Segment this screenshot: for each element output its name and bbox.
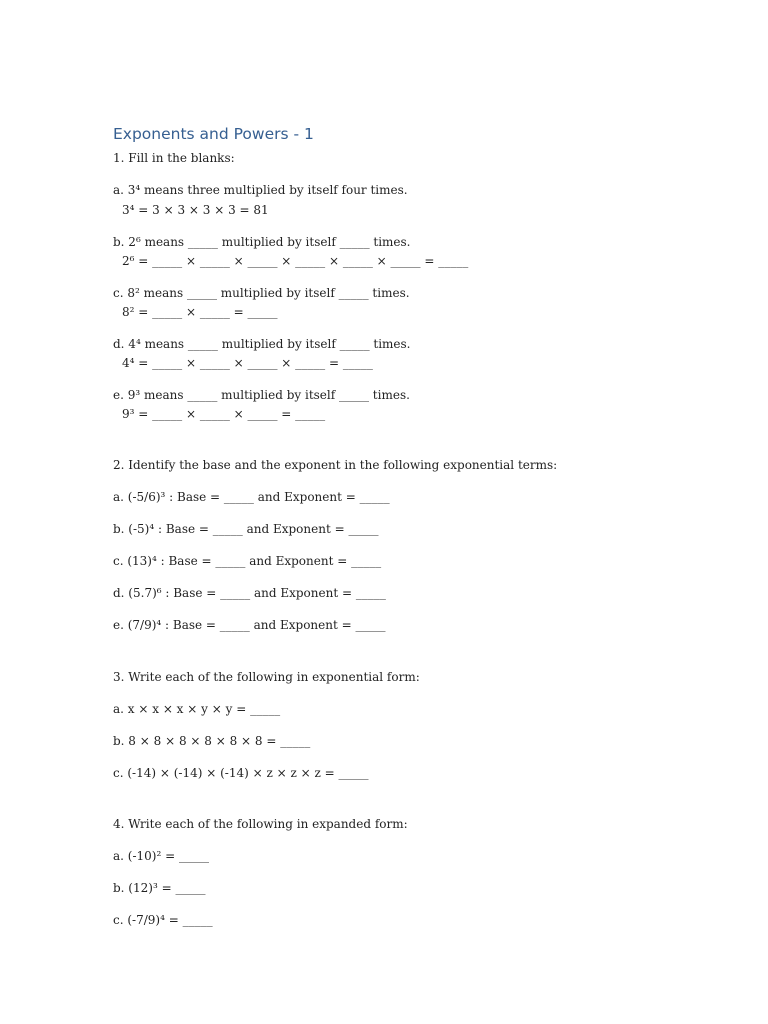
question-1b-text: b. 2⁶ means _____ multiplied by itself _____ times.	[113, 235, 411, 249]
question-2e-text: e. (7/9)⁴ : Base = _____ and Exponent = _____	[113, 618, 386, 632]
question-1d-expansion: 4⁴ = _____ × _____ × _____ × _____ = _____	[122, 356, 373, 370]
question-1b-expansion: 2⁶ = _____ × _____ × _____ × _____ × _____ × _____ = _____	[122, 254, 469, 268]
question-1e-text: e. 9³ means _____ multiplied by itself _____ times.	[113, 388, 410, 402]
question-3c-text: c. (-14) × (-14) × (-14) × z × z × z = _____	[113, 766, 369, 780]
page-title: Exponents and Powers - 1	[113, 125, 314, 143]
question-3a-text: a. x × x × x × y × y = _____	[113, 702, 281, 716]
question-1d-text: d. 4⁴ means _____ multiplied by itself _____ times.	[113, 337, 411, 351]
question-1-heading: 1. Fill in the blanks:	[113, 151, 235, 165]
question-2d-text: d. (5.7)⁶ : Base = _____ and Exponent = _____	[113, 586, 386, 600]
question-2b-text: b. (-5)⁴ : Base = _____ and Exponent = _____	[113, 522, 379, 536]
question-2a-text: a. (-5/6)³ : Base = _____ and Exponent = _____	[113, 490, 390, 504]
question-4b-text: b. (12)³ = _____	[113, 881, 206, 895]
question-1c-expansion: 8² = _____ × _____ = _____	[122, 305, 278, 319]
question-4c-text: c. (-7/9)⁴ = _____	[113, 913, 213, 927]
question-1c-text: c. 8² means _____ multiplied by itself _____ times.	[113, 286, 410, 300]
question-2c-text: c. (13)⁴ : Base = _____ and Exponent = _____	[113, 554, 382, 568]
question-2-heading: 2. Identify the base and the exponent in the following exponential terms:	[113, 458, 558, 472]
question-4a-text: a. (-10)² = _____	[113, 849, 209, 863]
question-4-heading: 4. Write each of the following in expanded form:	[113, 817, 408, 831]
question-3b-text: b. 8 × 8 × 8 × 8 × 8 × 8 = _____	[113, 734, 311, 748]
question-1e-expansion: 9³ = _____ × _____ × _____ = _____	[122, 407, 326, 421]
question-1a-text: a. 3⁴ means three multiplied by itself four times.	[113, 183, 408, 197]
question-1a-expansion: 3⁴ = 3 × 3 × 3 × 3 = 81	[122, 203, 269, 217]
question-3-heading: 3. Write each of the following in exponential form:	[113, 670, 420, 684]
